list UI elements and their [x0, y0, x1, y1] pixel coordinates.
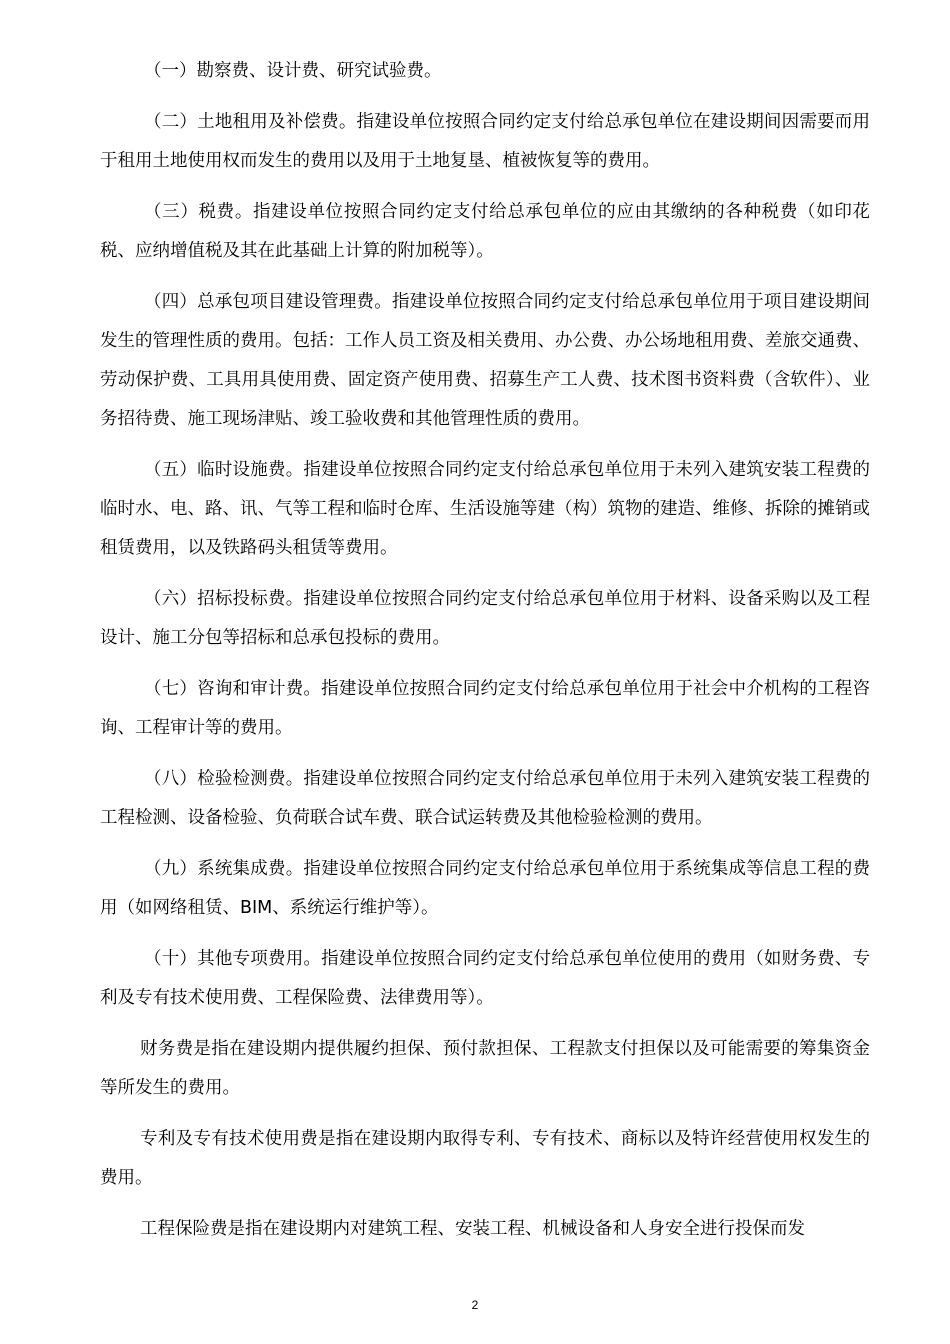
document-body — [100, 52, 870, 1261]
paragraph-taxes: （三）税费。指建设单位按照合同约定支付给总承包单位的应由其缴纳的各种税费（如印花税、应纳增值税及其在此基础上计算的附加税等）。 — [100, 202, 870, 261]
paragraph-other-special-fees: （十）其他专项费用。指建设单位按照合同约定支付给总承包单位使用的费用（如财务费、专利及专有技术使用费、工程保险费、法律费用等）。 — [100, 949, 870, 1008]
paragraph-patent-fee: 专利及专有技术使用费是指在建设期内取得专利、专有技术、商标以及特许经营使用权发生的费用。 — [100, 1129, 870, 1188]
paragraph-bidding-fee: （六）招标投标费。指建设单位按照合同约定支付给总承包单位用于材料、设备采购以及工程设计、施工分包等招标和总承包投标的费用。 — [100, 589, 870, 648]
paragraph-finance-fee: 财务费是指在建设期内提供履约担保、预付款担保、工程款支付担保以及可能需要的筹集资金等所发生的费用。 — [100, 1039, 870, 1098]
paragraph-consulting-audit: （七）咨询和审计费。指建设单位按照合同约定支付给总承包单位用于社会中介机构的工程咨询、工程审计等的费用。 — [100, 679, 870, 738]
paragraph-system-integration: （九）系统集成费。指建设单位按照合同约定支付给总承包单位用于系统集成等信息工程的费用（如网络租赁、BIM、系统运行维护等）。 — [100, 859, 870, 918]
page-number: 2 — [471, 1298, 479, 1312]
paragraph-temporary-facilities: （五）临时设施费。指建设单位按照合同约定支付给总承包单位用于未列入建筑安装工程费的临时水、电、路、讯、气等工程和临时仓库、生活设施等建（构）筑物的建造、维修、拆除的摊销或租赁费用，以及铁路码头租赁等费用。 — [100, 460, 870, 558]
paragraph-insurance-fee: 工程保险费是指在建设期内对建筑工程、安装工程、机械设备和人身安全进行投保而发 — [140, 1219, 805, 1239]
paragraph-land-rent-compensation: （二）土地租用及补偿费。指建设单位按照合同约定支付给总承包单位在建设期间因需要而用于租用土地使用权而发生的费用以及用于土地复垦、植被恢复等的费用。 — [100, 112, 870, 171]
paragraph-inspection-testing: （八）检验检测费。指建设单位按照合同约定支付给总承包单位用于未列入建筑安装工程费的工程检测、设备检验、负荷联合试车费、联合试运转费及其他检验检测的费用。 — [100, 769, 870, 828]
paragraph-survey-design-fee: （一）勘察费、设计费、研究试验费。 — [144, 61, 442, 81]
paragraph-management-fee: （四）总承包项目建设管理费。指建设单位按照合同约定支付给总承包单位用于项目建设期间发生的管理性质的费用。包括：工作人员工资及相关费用、办公费、办公场地租用费、差旅交通费、劳动保护费、工具用具使用费、固定资产使用费、招募生产工人费、技术图书资料费（含软件）、业务招待费、施工现场津贴、竣工验收费和其他管理性质的费用。 — [100, 292, 870, 429]
